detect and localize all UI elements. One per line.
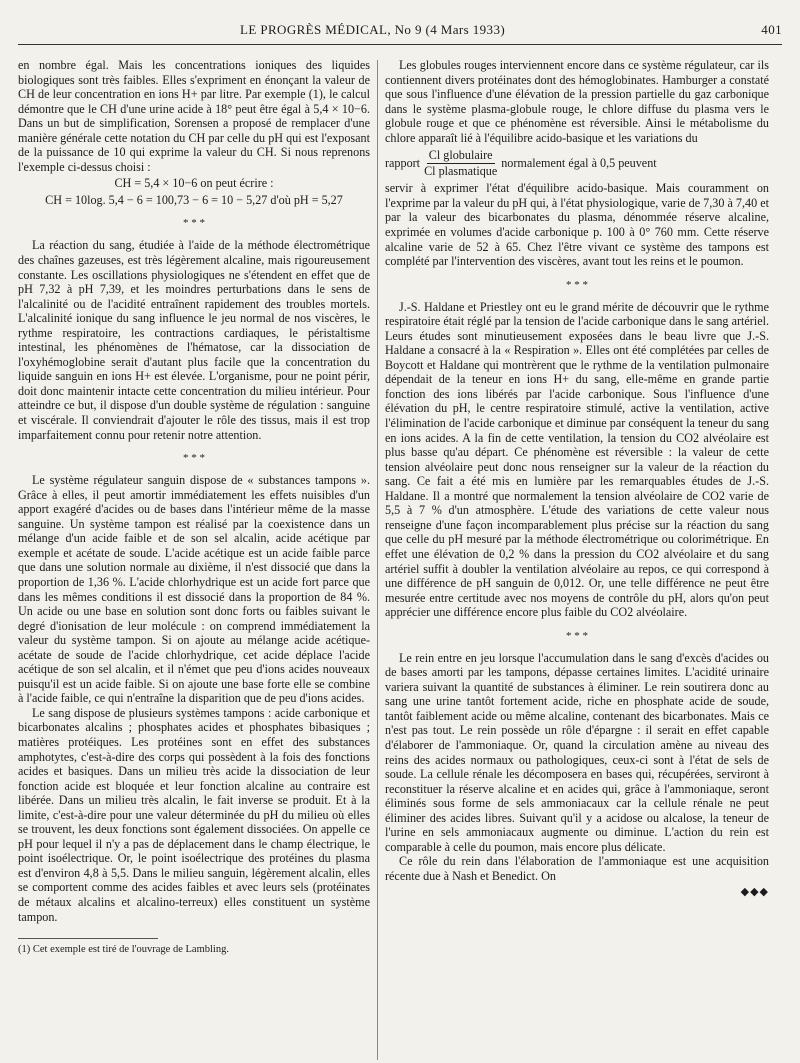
journal-title: LE PROGRÈS MÉDICAL, No 9 (4 Mars 1933) (240, 22, 506, 37)
paragraph: Ce rôle du rein dans l'élaboration de l'ammoniaque est une acquisition récente due à Nash et Benedict. On (385, 854, 769, 883)
paragraph: La réaction du sang, étudiée à l'aide de la méthode électrométrique des chaînes gazeuses, est très légèrement alcaline, mais rigoureusement constante. Les oscillations physiologiques ne s'étendent en effet que de pH 7,32 à pH 7,39, et les moindres perturbations dans le sens de l'alcalinité ou de l'acidité entraînent rapidement des troubles mortels. L'alcalinité ionique du sang influence le jeu normal de nos viscères, le rythme respiratoire, les contractions cardiaques, le péristaltisme intestinal, les phénomènes de l'hématose, car la dissociation de l'oxyhémoglobine serait d'autant plus facile que la concentration du liquide sanguin en ions H+ est élevée. L'organisme, pour ne point périr, doit donc maintenir intacte cette concentration du milieu intérieur. Pour atteindre ce but, il dispose d'un double système de régulation : sanguine et viscérale. Il conviendrait d'ajouter le rôle des tissus, mais il est trop imparfaitement connu pour retenir notre attention. (18, 238, 370, 442)
header-rule (18, 44, 782, 45)
fraction (424, 148, 497, 178)
paragraph: Le sang dispose de plusieurs systèmes tampons : acide carbonique et bicarbonates alcalins ; phosphates acides et phosphates bibasiques ; matières protéiques. Les protéines sont en effet des substances amphotytes, c'est-à-dire des corps qui possèdent à la fois des fonctions acides et basiques. Dans un milieu très acide la dissociation de leur fonction acide est bloquée et leur fonction alcaline au contraire est libérée. Dans un milieu très alcalin, le fait inverse se produit. Et à la limite, c'est-à-dire pour une valeur déterminée du pH du milieu où elles se trouvent, les deux fonctions sont également dissociées. On appelle ce pH pour lequel il n'y a pas de déplacement dans le champ électrique, le point isoélectrique. Or, le point isoélectrique des protéines du plasma est d'environ 4,8 à 5,5. Dans le milieu sanguin, légèrement alcalin, elles se comportent comme des acides faibles et avec leurs sels (protéinates de métaux alcalins et alcalino-terreux) elles constituent un système tampon. (18, 705, 370, 924)
column-divider (377, 60, 378, 1060)
footnote-rule (18, 938, 158, 939)
section-separator: * * * (566, 629, 588, 642)
section-separator: * * * (566, 278, 588, 291)
ratio-formula (385, 148, 769, 178)
formula: CH = 10log. 5,4 − 6 = 100,73 − 6 = 10 − 5,27 d'où pH = 5,27 (45, 192, 343, 207)
paragraph: Les globules rouges interviennent encore dans ce système régulateur, car ils contiennent divers protéinates dont des hémoglobinates. Hamburger a constaté que sous l'influence d'une élévation de la pression partielle du gaz carbonique dans le système plasma-globule rouge, le chlore diffuse du plasma vers le globule rouge et que ce phénomène est réversible. Ainsi le métabolisme du chlore apparaît lié à l'équilibre acido-basique et les variations du (385, 58, 769, 145)
right-column (385, 58, 769, 900)
formula: CH = 5,4 × 10−6 on peut écrire : (114, 176, 274, 191)
running-header (18, 22, 782, 42)
fraction-numerator: Cl globulaire (428, 148, 493, 163)
paragraph: J.-S. Haldane et Priestley ont eu le grand mérite de découvrir que le rythme respiratoire était réglé par la tension de l'acide carbonique dans le sang artériel. Leurs études sont minutieusement exposées dans le beau livre que J.-S. Haldane a consacré à la « Respiration ». Elles ont été complétées par celles de Boycott et Haldane qui montrèrent que le rythme de la ventilation pulmonaire dépendait de la teneur en ions H+ du sang, elle-même en grande partie fonction des ions libérés par l'acide carbonique. Sous l'influence d'une élévation du pH, le centre respiratoire stimulé, active la ventilation, active l'élimination de l'acide carbonique et diminue par conséquent la teneur du sang en ions acides. A la fin de cette ventilation, la tension du CO2 alvéolaire est plus basse qu'au départ. Ce phénomène est réversible : la valeur de cette tension alvéolaire peut donc nous renseigner sur la valeur de la réaction du sang. Ce fait a été mis en lumière par les remarquables études de J.-S. Haldane. Il a montré que normalement la tension alvéolaire de CO2 varie de 5,5 à 7 % d'un atmosphère. L'étude des variations de cette valeur nous renseigne d'une façon incomparablement plus précise sur la réaction du sang que celle du pH mesuré par la méthode électrométrique ou colorimétrique. En effet une élévation de 0,2 % dans la pression du CO2 alvéolaire et du sang artériel suffit à doubler la ventilation alvéolaire au repos, ce qui correspond à une différence de pH sanguin de 0,012. Or, une telle différence ne peut être mesurée entre certitude avec nos moyens de contrôle du pH, alors qu'on peut apprécier une différence encore plus faible du CO2 alvéolaire. (385, 299, 769, 620)
end-ornament: ◆◆◆ (740, 886, 769, 899)
paragraph: Le système régulateur sanguin dispose de « substances tampons ». Grâce à elles, il peut amortir immédiatement les effets nuisibles d'un apport exagéré d'acides ou de bases dans l'intérieur même de la masse sanguine. Un système tampon est réalisé par la coexistence dans un mélange d'un acide faible et de son sel alcalin, acide acétique par exemple et acétate de soude. L'acide acétique est un acide faible parce que dans une solution normale au dixième, il n'est dissocié que dans la proportion de 1,36 %. L'acide chlorhydrique est un acide fort parce que dans les mêmes conditions il est dissocié dans la proportion de 84 %. Un acide ou une base en solution sont donc forts ou faibles suivant le degré d'ionisation de leur molécule : on comprend immédiatement la valeur du système tampon. Si on ajoute au mélange acide acétique-acétate de soude de l'acide chlorhydrique, cet acide déplace l'acide acétique de son sel alcalin, et il n'émet que peu d'ions acides nouveaux puisqu'il est un acide faible. Si on ajoute une base forte elle se combine à l'acide faible, ce qui n'entraîne la disparition que de peu d'ions acides. (18, 473, 370, 706)
footnote: (1) Cet exemple est tiré de l'ouvrage de Lambling. (18, 944, 229, 956)
section-separator: * * * (183, 217, 205, 230)
paragraph: en nombre égal. Mais les concentrations ioniques des liquides biologiques sont très faibles. Elles s'expriment en énonçant la valeur de CH de leur concentration en ions H+ par litre. Par exemple (1), le calcul démontre que le CH d'une urine acide à 18° peut être égal à 5,4 × 10−6. Dans un but de simplification, Sorensen a proposé de remplacer d'une manière générale cette notation du CH par celle du pH qui est l'exposant de la puissance de 10 qui exprime la valeur du CH. Si nous reprenons l'exemple ci-dessus choisi : (18, 58, 370, 174)
ratio-label: rapport (385, 156, 421, 171)
left-column (18, 58, 370, 956)
page-number: 401 (761, 22, 782, 37)
fraction-denominator: Cl plasmatique (424, 163, 498, 178)
paragraph: Le rein entre en jeu lorsque l'accumulation dans le sang d'excès d'acides ou de bases amorti par les tampons, dépasse certaines limites. L'acidité urinaire variera suivant la quantité de substances à éliminer. Le rein soutirera donc au sang une urine tantôt fortement acide, riche en phosphate acide de soude, tantôt faiblement acide ou même alcaline, contenant des bicarbonates. Mais ce n'est pas tout. Le rein possède un rôle d'épargne : il serait en effet capable d'élaborer de l'ammoniaque. Or, quand la circulation amène au niveau des reins des acides normaux ou pathologiques, ceux-ci sont à l'état de sels de soude. La cellule rénale les décomposera en bases qui, récupérées, serviront à reconstituer la réserve alcaline et en acides qui, grâce à l'ammoniaque, seront éliminés sous forme de sels ammoniacaux car la cellule rénale ne peut éliminer des acides libres. Suivant qu'il y a acidose ou alcalose, la teneur de l'urine en sels ammoniacaux augmente ou diminue. L'action du rein est comparable à celle du poumon, mais encore plus délicate. (385, 650, 769, 854)
section-separator: * * * (183, 452, 205, 465)
ratio-tail: normalement égal à 0,5 peuvent (501, 156, 657, 171)
paragraph: servir à exprimer l'état d'équilibre acido-basique. Mais couramment on l'exprime par la valeur du pH qui, à l'état physiologique, varie de 7,30 à 7,40 et par la valeur des bicarbonates du plasma, dénommée réserve alcaline, exprimée en volumes d'acide carbonique p. 100 à 0° 760 mm. Cette réserve alcaline varie de 52 à 65. Chez l'être vivant ce système des tampons est complété par l'intervention des viscères, avant tout les reins et le poumon. (385, 181, 769, 269)
